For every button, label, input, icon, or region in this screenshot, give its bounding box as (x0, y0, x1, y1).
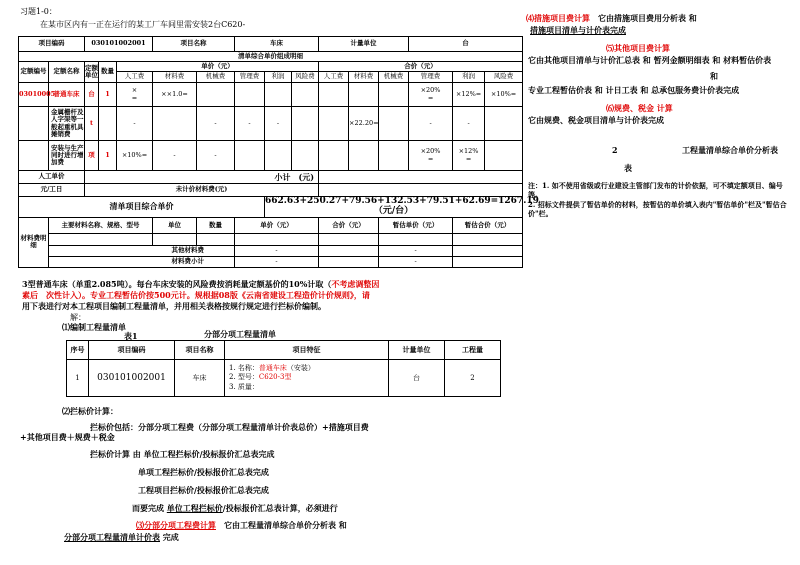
problem-line-1: 3型普通车床（单重2.085吨）。每台车床安装的风险费按消耗量定额基价的10%计取（不考虑调整因 (22, 279, 380, 289)
row1-t-mgmt: ×20% = (409, 83, 453, 107)
sub-header: 利润 (453, 72, 485, 83)
material-col-price: 单价（元） (235, 217, 319, 233)
row3-t-labor (319, 141, 349, 171)
unit-label: 计量单位 (319, 37, 409, 52)
sub-header: 材料费 (349, 72, 379, 83)
step3-heading: ⑶分部分项工程费计算 它由工程量清单综合单价分析表 和 (136, 520, 347, 530)
row2-unit: t (85, 107, 99, 141)
material-col-total: 合价（元） (319, 217, 379, 233)
row3-code (19, 141, 49, 171)
col-seq: 序号 (67, 341, 89, 360)
row2-risk (292, 107, 319, 141)
quantity-header: 数量 (99, 62, 117, 83)
row3-machine: - (197, 141, 235, 171)
bill-of-quantities-table (66, 340, 501, 397)
calc-line-4: 而要完成 单位工程拦标价/投标报价汇总表计算，必须进行 (132, 503, 338, 513)
composition-banner: 清单综合单价组成明细 (19, 52, 523, 62)
row1-profit (265, 83, 292, 107)
calc-line-1: 拦标价计算 由 单位工程拦标价/投标报价汇总表完成 (90, 449, 275, 459)
composite-price-formula: 662.63+250.27+79.56+132.53+79.51+62.69=1267.19（元/台） (265, 196, 539, 216)
row-qty: 2 (445, 360, 501, 397)
col-name: 项目名称 (175, 341, 225, 360)
sub-header: 利润 (265, 72, 292, 83)
step5-line-2: 专业工程暂估价表 和 计日工表 和 总承包服务费计价表完成 (528, 85, 740, 95)
row2-material (153, 107, 197, 141)
problem-line-2: 素后 次性计入）。专业工程暂估价按500元计。规根据08版《云南省建设工程造价计价规则》，请 (22, 290, 370, 300)
sub-header: 机械费 (197, 72, 235, 83)
sub-header: 管理费 (409, 72, 453, 83)
row3-labor: ×10%= (117, 141, 153, 171)
row1-t-machine (379, 83, 409, 107)
row2-mgmt: - (235, 107, 265, 141)
other-material-price: - (235, 245, 319, 256)
row2-name: 金属栅杆及人字架等一般起重机具摊销费 (49, 107, 85, 141)
step5-line-1: 它由其他项目清单与计价汇总表 和 暂列金额明细表 和 材料暂估价表 (528, 55, 772, 65)
table2-title: 分部分项工程量清单 (204, 329, 276, 339)
step3-cont: 分部分项工程量清单计价表 完成 (64, 532, 179, 542)
row-seq: 1 (67, 360, 89, 397)
other-material-est: - (379, 245, 453, 256)
unit-price-header: 单价（元） (117, 62, 319, 72)
row3-profit (265, 141, 292, 171)
row-unit: 台 (389, 360, 445, 397)
table2-number: 表1 (124, 331, 138, 341)
solution-label: 解： (70, 313, 86, 322)
row3-t-machine (379, 141, 409, 171)
row-code: 030101002001 (89, 360, 175, 397)
composite-price-label: 清单项目综合单价 (19, 197, 265, 218)
material-detail-side-label: 材料费明细 (19, 217, 49, 267)
sub-header: 管理费 (235, 72, 265, 83)
sub-header: 人工费 (117, 72, 153, 83)
row3-material: - (153, 141, 197, 171)
material-subtotal-est: - (379, 256, 453, 267)
table3-number: 2 (612, 145, 618, 155)
step6-heading: ⑹规费、税金 计算 (606, 103, 673, 113)
unpriced-material-value (319, 184, 523, 197)
row1-t-material (349, 83, 379, 107)
row2-t-material: ×22.20= (349, 107, 379, 141)
quota-code-header: 定额编号 (19, 62, 49, 83)
problem-line-3: 用下表进行对本工程项目编制工程量清单，并用相关表格按规行规定进行拦标价编制。 (22, 301, 326, 311)
step2-heading: ⑵拦标价计算： (62, 406, 118, 416)
row2-qty (99, 107, 117, 141)
other-material-label: 其他材料费 (49, 245, 235, 256)
problem-intro: 在某市区内有一正在运行的某工厂车间里需安装2台C620- (40, 20, 246, 29)
item-name-label: 项目名称 (153, 37, 235, 52)
material-col-name: 主要材料名称、规格、型号 (49, 217, 153, 233)
row1-machine (197, 83, 235, 107)
row3-qty: 1 (99, 141, 117, 171)
row1-risk (292, 83, 319, 107)
row2-t-mgmt: - (409, 107, 453, 141)
step5-heading: ⑸其他项目费计算 (606, 43, 670, 53)
col-qty: 工程量 (445, 341, 501, 360)
total-price-header: 合价（元） (319, 62, 523, 72)
row2-code (19, 107, 49, 141)
item-code-label: 项目编码 (19, 37, 85, 52)
step1-heading: ⑴编制工程量清单 (62, 322, 126, 332)
quota-name-header: 定额名称 (49, 62, 85, 83)
row3-t-risk (485, 141, 523, 171)
row-features: 1. 名称：普通车床（安装） 2. 型号：C620-3型 3. 质量： (225, 360, 389, 397)
row3-risk (292, 141, 319, 171)
row3-mgmt (235, 141, 265, 171)
bid-price-composition: 拦标价包括：分部分项工程费（分部分项工程量清单计价表总价）+措施项目费 (90, 422, 369, 432)
quota-unit-header: 定额单位 (85, 62, 99, 83)
footnote-1: 注：1. 如不使用省级或行业建设主管部门发布的计价依据，可不填定额项目、编号等。 (528, 181, 783, 200)
subtotal-value (319, 171, 523, 184)
material-subtotal-price: - (235, 256, 319, 267)
material-col-unit: 单位 (153, 217, 197, 233)
col-code: 项目编码 (89, 341, 175, 360)
sub-header: 材料费 (153, 72, 197, 83)
row2-t-labor (319, 107, 349, 141)
bid-price-composition-cont: +其他项目费＋规费＋税金 (20, 432, 115, 442)
step5-and: 和 (710, 71, 718, 81)
row3-t-mgmt: ×20% = (409, 141, 453, 171)
item-name-value: 车床 (235, 37, 319, 52)
row3-t-profit: ×12% = (453, 141, 485, 171)
row3-name: 安装与生产同时进行增加费 (49, 141, 85, 171)
row1-name: 普通车床 (49, 83, 85, 107)
row1-mgmt (235, 83, 265, 107)
sub-header: 机械费 (379, 72, 409, 83)
material-col-est-price: 暂估单价（元） (379, 217, 453, 233)
row3-t-material (349, 141, 379, 171)
calc-line-2: 单项工程拦标价/投标报价汇总表完成 (138, 467, 269, 477)
sub-header: 人工费 (319, 72, 349, 83)
exercise-title: 习题1-0： (20, 7, 57, 16)
row1-t-profit: ×12%= (453, 83, 485, 107)
step4-heading: ⑷措施项目费计算 它由措施项目费用分析表 和 (526, 13, 697, 23)
row-name: 车床 (175, 360, 225, 397)
row1-material: ××1.0= (153, 83, 197, 107)
material-col-est-total: 暂估合价（元） (453, 217, 523, 233)
row2-labor: - (117, 107, 153, 141)
subtotal-label: 小计 (元) (85, 171, 319, 184)
table3-biao: 表 (624, 163, 632, 173)
material-col-qty: 数量 (197, 217, 235, 233)
row2-t-risk (485, 107, 523, 141)
sub-header: 风险费 (292, 72, 319, 83)
material-subtotal-label: 材料费小计 (49, 256, 235, 267)
row2-t-profit: - (453, 107, 485, 141)
labor-unit-label: 人工单价 (19, 171, 85, 184)
row1-labor: × = (117, 83, 153, 107)
col-feature: 项目特征 (225, 341, 389, 360)
calc-line-3: 工程项目拦标价/投标报价汇总表完成 (138, 485, 269, 495)
unit-value: 台 (409, 37, 523, 52)
col-unit: 计量单位 (389, 341, 445, 360)
row1-qty: 1 (99, 83, 117, 107)
row1-unit: 台 (85, 83, 99, 107)
row2-machine: - (197, 107, 235, 141)
row3-unit: 项 (85, 141, 99, 171)
row2-t-machine (379, 107, 409, 141)
step4-cont: 措施项目清单与计价表完成 (530, 25, 626, 35)
row1-t-risk: ×10%= (485, 83, 523, 107)
row1-t-labor (319, 83, 349, 107)
sub-header: 风险费 (485, 72, 523, 83)
unpriced-material-label: 未计价材料费(元) (85, 184, 319, 197)
step6-line: 它由规费、税金项目清单与计价表完成 (528, 115, 664, 125)
unit-price-analysis-table (18, 36, 539, 268)
row1-code: 03010005 (19, 83, 49, 107)
footnote-2: 2. 招标文件提供了暂估单价的材料，按暂估的单价填入表内"暂估单价"栏及"暂估合价"栏。 (528, 200, 787, 219)
row2-profit: - (265, 107, 292, 141)
yuan-per-day-label: 元/工日 (19, 184, 85, 197)
item-code-value: 030101002001 (85, 37, 153, 52)
table3-title: 工程量清单综合单价分析表 (682, 145, 778, 155)
